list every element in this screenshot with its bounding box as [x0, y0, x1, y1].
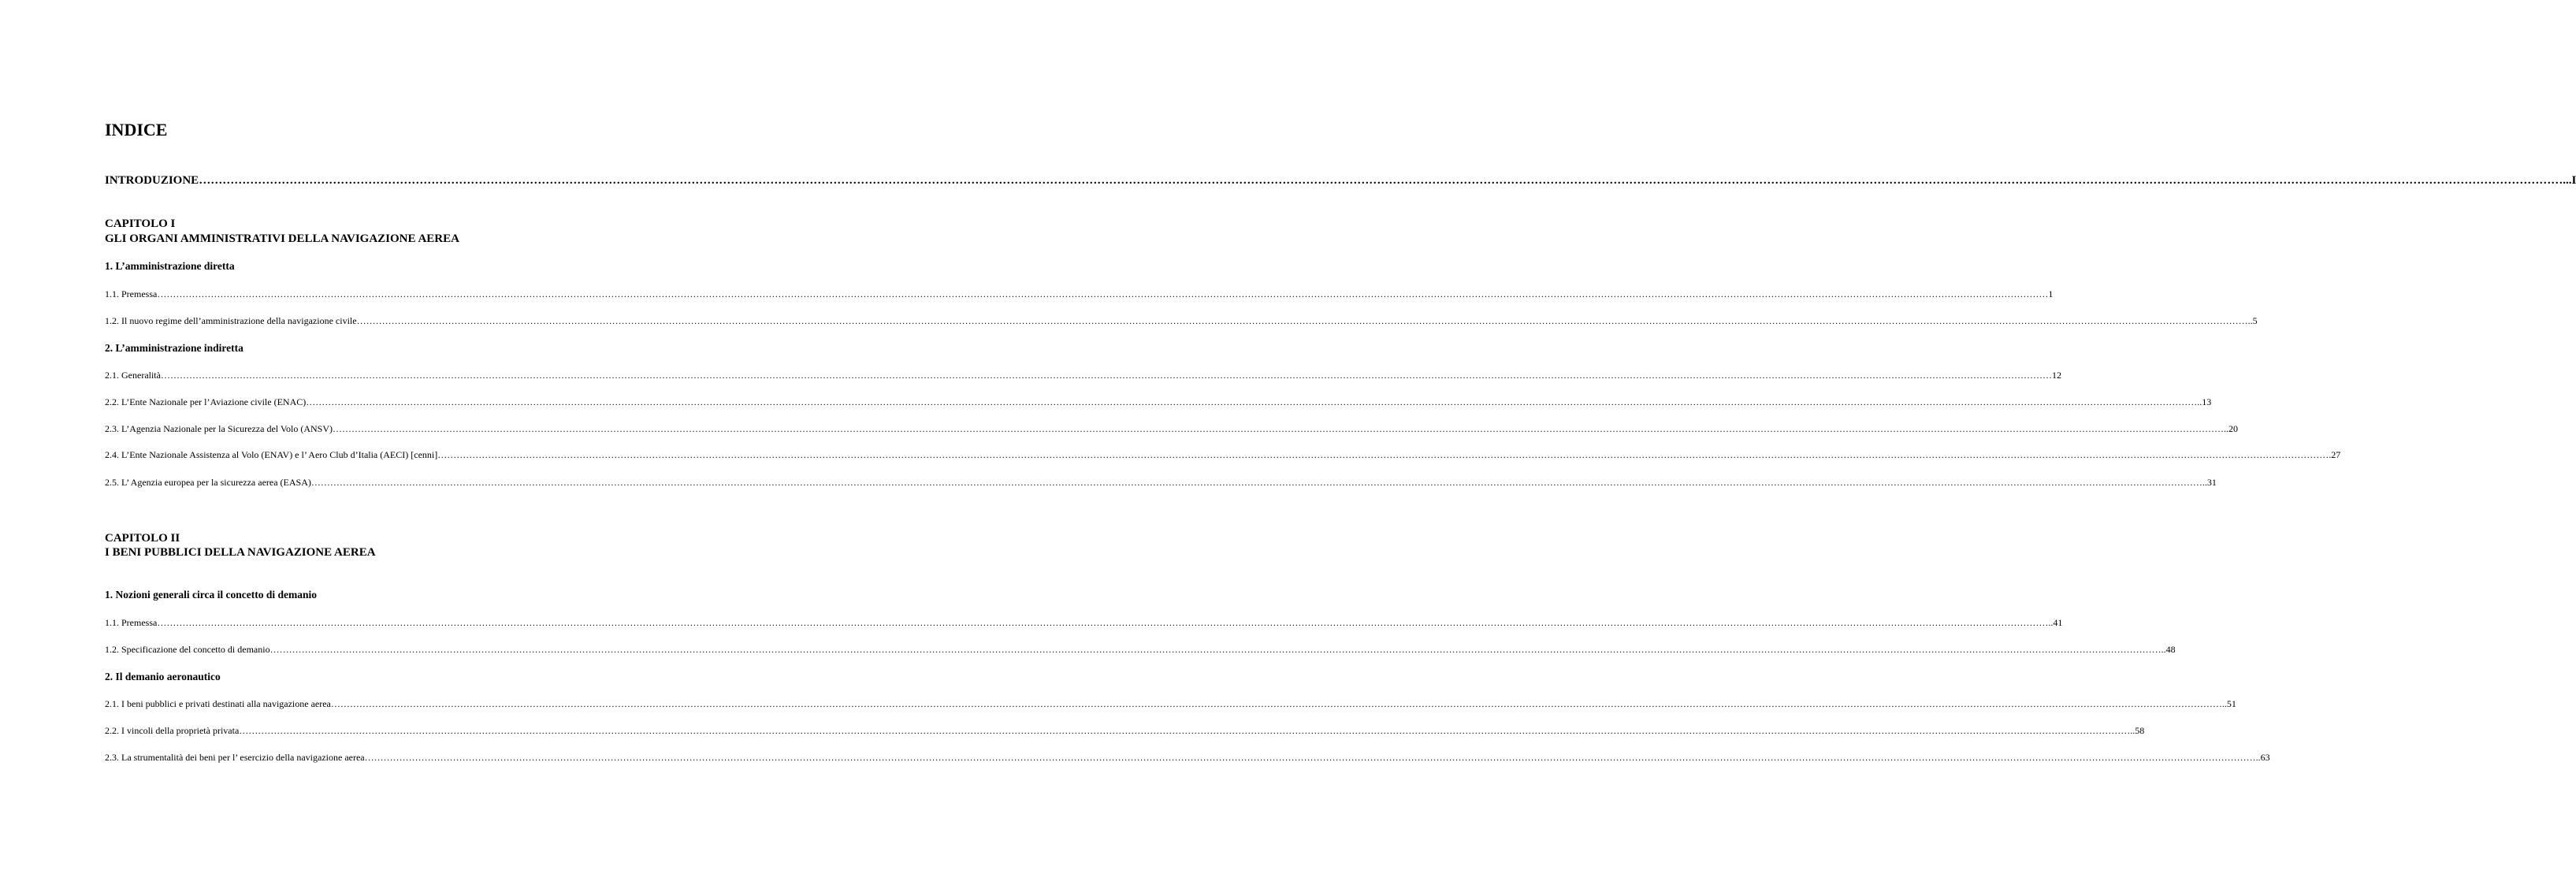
chapter-2-label: CAPITOLO II	[105, 532, 180, 545]
toc-leader-dots: ……………………………………………………………………………………………………………………………………………………………………………………………………………………………………………………………………………………………………………………………………………………………………………………………………………………………………………………………………………………………………………………………………………………	[310, 477, 2202, 488]
toc-entry-page: ..20	[2224, 423, 2239, 434]
toc-entry[interactable]	[105, 644, 2176, 655]
toc-entry-page: ..51	[2221, 698, 2236, 709]
toc-entry-text: 1.2. Il nuovo regime dell’amministrazione della navigazione civile	[105, 315, 357, 326]
section-heading: 1. L’amministrazione diretta	[105, 260, 235, 272]
toc-entry-text: 2.2. I vincoli della proprietà privata	[105, 725, 240, 736]
toc-entry-page: ..58	[2130, 725, 2145, 736]
section-heading: 2. L’amministrazione indiretta	[105, 342, 243, 354]
toc-entry-page: .27	[2329, 449, 2341, 460]
toc-leader-dots: ……………………………………………………………………………………………………………………………………………………………………………………………………………………………………………………………………………………………………………………………………………………………………………………………………………………………………………………………………………………………………………………………………………………	[364, 752, 2256, 763]
toc-leader-dots: ……………………………………………………………………………………………………………………………………………………………………………………………………………………………………………………………………………………………………………………………………………………………………………………………………………………………………………………………………………………………………………………………………………………	[160, 370, 2052, 381]
toc-entry-page: ..48	[2161, 644, 2176, 655]
toc-entry-introduzione[interactable]	[105, 173, 2576, 188]
section-heading: 1. Nozioni generali circa il concetto di demanio	[105, 589, 317, 601]
chapter-1-title: GLI ORGANI AMMINISTRATIVI DELLA NAVIGAZIONE AEREA	[105, 232, 459, 245]
toc-entry-page: ..5	[2247, 315, 2258, 326]
toc-entry[interactable]	[105, 698, 2236, 709]
section-heading: 2. Il demanio aeronautico	[105, 671, 221, 682]
toc-entry[interactable]	[105, 725, 2145, 736]
toc-leader-dots: ……………………………………………………………………………………………………………………………………………………………………………………………………………………………………………………………………………………………………………………………………………………………………………………………………………………………………………………………………………………………………………………………………………………	[269, 644, 2162, 655]
toc-entry[interactable]	[105, 617, 2063, 628]
chapter-1-label: CAPITOLO I	[105, 218, 176, 230]
toc-entry[interactable]	[105, 752, 2270, 763]
toc-leader-dots: ……………………………………………………………………………………………………………………………………………………………………………………………………………………………………………………………………………………………………………………………………………………………………………………………………………………………………………………………………………………………………………………………………………………	[330, 698, 2222, 709]
toc-entry[interactable]	[105, 315, 2258, 326]
toc-entry-text: 2.1. I beni pubblici e privati destinati alla navigazione aerea	[105, 698, 331, 709]
toc-entry[interactable]	[105, 370, 2061, 381]
toc-leader-dots: ……………………………………………………………………………………………………………………………………………………………………………………………………………………………………………………………………………………………………………………………………………………………………………………………………………………………………………………………………………………………………………………………………………………	[306, 396, 2198, 407]
toc-entry-text: INTRODUZIONE	[105, 174, 199, 187]
toc-entry-text: 2.3. La strumentalità dei beni per l’ esercizio della navigazione aerea	[105, 752, 365, 763]
toc-entry-page: ..13	[2197, 396, 2212, 407]
toc-entry[interactable]	[105, 396, 2212, 407]
toc-entry-text: 2.1. Generalità	[105, 370, 161, 381]
toc-entry-text: 1.1. Premessa	[105, 617, 158, 628]
toc-entry[interactable]	[105, 423, 2239, 434]
toc-entry[interactable]	[105, 449, 2341, 460]
toc-entry-page: ..41	[2048, 617, 2063, 628]
toc-entry-text: 1.1. Premessa	[105, 288, 158, 299]
toc-entry[interactable]	[105, 477, 2217, 488]
toc-leader-dots: ……………………………………………………………………………………………………………………………………………………………………………………………………………………………………………………………………………………………………………………………………………………………………………………………………………………………………………………………………………………………………………………………………………………	[356, 315, 2248, 326]
toc-entry-text: 2.4. L’Ente Nazionale Assistenza al Volo (ENAV) e l’ Aero Club d’Italia (AECI) [cenni]	[105, 449, 438, 460]
toc-entry-page: ..31	[2202, 477, 2217, 488]
toc-entry-text: 2.5. L’ Agenzia europea per la sicurezza aerea (EASA)	[105, 477, 311, 488]
toc-entry-text: 1.2. Specificazione del concetto di demanio	[105, 644, 270, 655]
toc-entry-page: ..63	[2255, 752, 2270, 763]
toc-leader-dots: ……………………………………………………………………………………………………………………………………………………………………………………………………………………………………………………………………………………………………………………………………………………………………………………………………………………………………………………………………………………………………………………………………………………	[157, 288, 2049, 299]
toc-entry[interactable]	[105, 288, 2054, 299]
toc-entry-page: 1	[2048, 288, 2054, 299]
toc-leader-dots: ……………………………………………………………………………………………………………………………………………………………………………………………………………………………………………………………………………………………………………………………………………………………………………………………………………………………………………………………………………………………………………………………………………………	[239, 725, 2131, 736]
toc-entry-page: ...I	[2563, 174, 2576, 187]
toc-entry-text: 2.3. L’Agenzia Nazionale per la Sicurezza del Volo (ANSV)	[105, 423, 333, 434]
page-title: INDICE	[105, 120, 168, 139]
toc-leader-dots: ……………………………………………………………………………………………………………………………………………………………………………………………………………………………………………………………………………………………………………………………………………………………………………………………………………………………………………………………………………………………………………………………………………………	[157, 617, 2049, 628]
toc-leader-dots: ……………………………………………………………………………………………………………………………………………………………………………………………………………………………………………………………………………………………………………………………………………………………………………………………………………………………………………………………………………………………………………………………………………………	[333, 423, 2225, 434]
chapter-2-title: I BENI PUBBLICI DELLA NAVIGAZIONE AEREA	[105, 546, 376, 559]
toc-entry-page: 12	[2051, 370, 2061, 381]
toc-entry-text: 2.2. L’Ente Nazionale per l’Aviazione civile (ENAC)	[105, 396, 307, 407]
toc-leader-dots: ……………………………………………………………………………………………………………………………………………………………………………………………………………………………………………………………………………………………………………………………………………………………………………………………………………………………………………………………………………………………………………………………………………………	[437, 449, 2329, 460]
toc-leader-dots: ……………………………………………………………………………………………………………………………………………………………………………………………………………………………………………………………………………………………………………………………………………………………………………………………………………………………………………………………………………………………………………………………………………………	[199, 174, 2563, 187]
